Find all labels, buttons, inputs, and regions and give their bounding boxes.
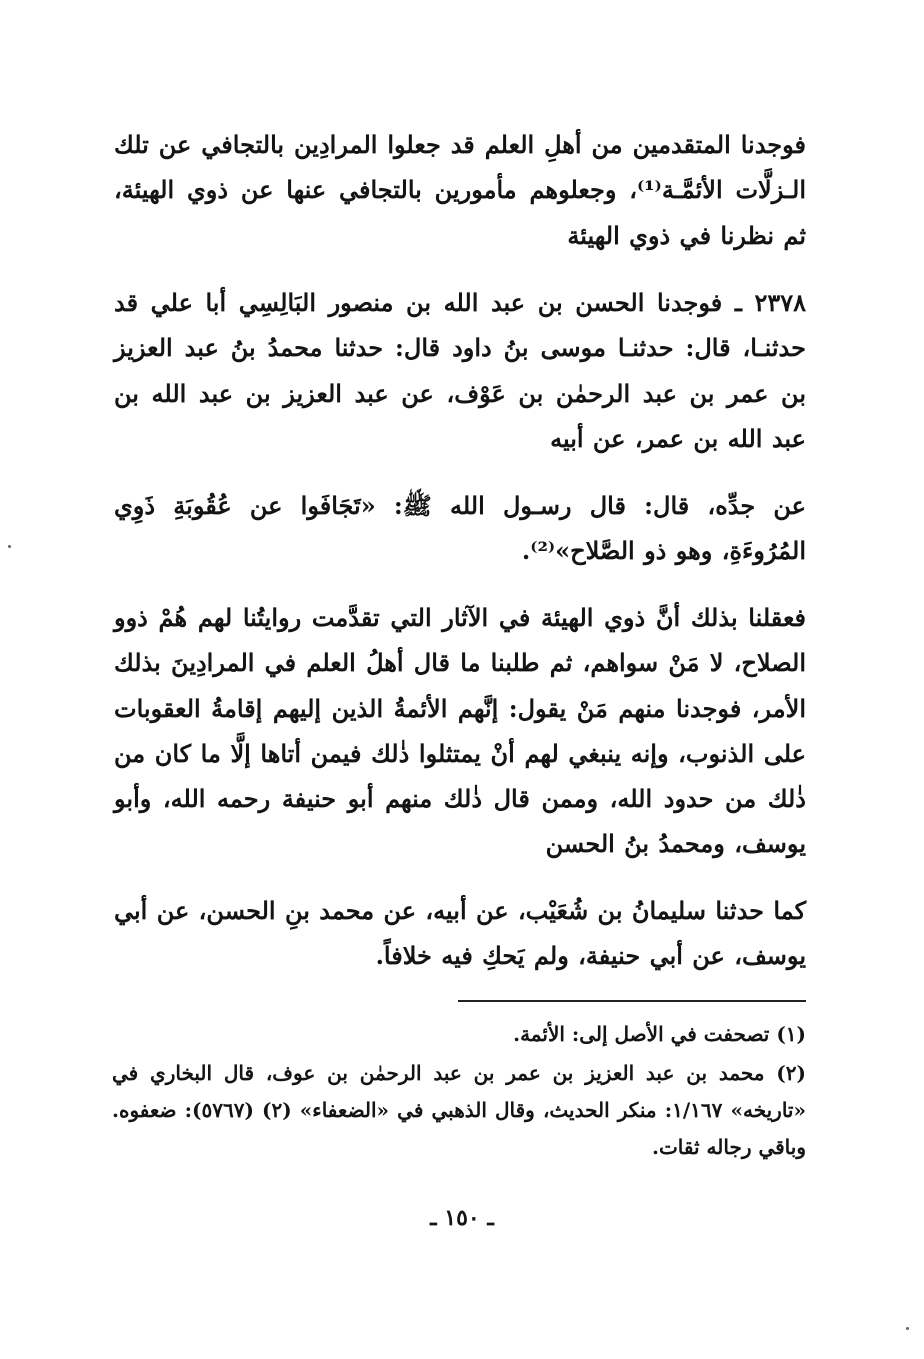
body-paragraph-4: فعقلنا بذلك أنَّ ذوي الهيئة في الآثار التي تقدَّمت روايتُنا لهم هُمْ ذوو الصلاح، لا مَنْ سواهم، ثم طلبنا ما قال أهلُ العلم في المرادِينَ بذلك الأمر، فوجدنا منهم مَنْ يقول: إنَّهم الأئمةُ الذين إليهم إقامةُ العقوبات على الذنوب، وإنه ينبغي لهم أنْ يمتثلوا ذٰلك فيمن أتاها إلَّا ما كان من ذٰلك من حدود الله، وممن قال ذٰلك منهم أبو حنيفة رحمه الله، وأبو يوسف، ومحمدُ بنُ الحسن (114, 603, 806, 859)
body-paragraph-3: عن جدِّه، قال: قال رسـول الله ﷺ: «تَجَافَوا عن عُقُوبَةِ ذَوِي المُرُوءَةِ، وهو ذو الصَّلاح»⁽²⁾. (114, 491, 806, 566)
footnote-divider (458, 1000, 806, 1002)
scan-speck (8, 545, 11, 548)
footnote-1: (١) تصحفت في الأصل إلى: الأئمة. (513, 1022, 806, 1046)
footnotes-section (112, 1016, 806, 1168)
scan-speck (906, 1327, 909, 1330)
hadith-2378-paragraph: ٢٣٧٨ ـ فوجدنا الحسن بن عبد الله بن منصور البَالِسِي أبا علي قد حدثنـا، قال: حدثنـا موسى بنُ داود قال: حدثنا محمدُ بنُ عبد العزيز بن عمر بن عبد الرحمٰن بن عَوْف، عن عبد العزيز بن عبد الله بن عبد الله بن عمر، عن أبيه (114, 288, 807, 453)
body-paragraph-1: فوجدنا المتقدمين من أهلِ العلم قد جعلوا المرادِين بالتجافي عن تلك الـزلَّات الأئمَّـة⁽¹⁾، وجعلوهم مأمورين بالتجافي عنها عن ذوي الهيئة، ثم نظرنا في ذوي الهيئة (114, 130, 806, 250)
footnote-2: (٢) محمد بن عبد العزيز بن عمر بن عبد الرحمٰن بن عوف، قال البخاري في «تاريخه» ١/١٦٧: منكر الحديث، وقال الذهبي في «الضعفاء» (٢) (٥٧٦٧): ضعفوه. وباقي رجاله ثقات. (112, 1061, 806, 1159)
body-paragraph-5: كما حدثنا سليمانُ بن شُعَيْب، عن أبيه، عن محمد بنِ الحسن، عن أبي يوسف، عن أبي حنيفة، ولم يَحكِ فيه خلافاً. (114, 896, 806, 971)
page-number: ـ ١٥٠ ـ (430, 1205, 494, 1231)
